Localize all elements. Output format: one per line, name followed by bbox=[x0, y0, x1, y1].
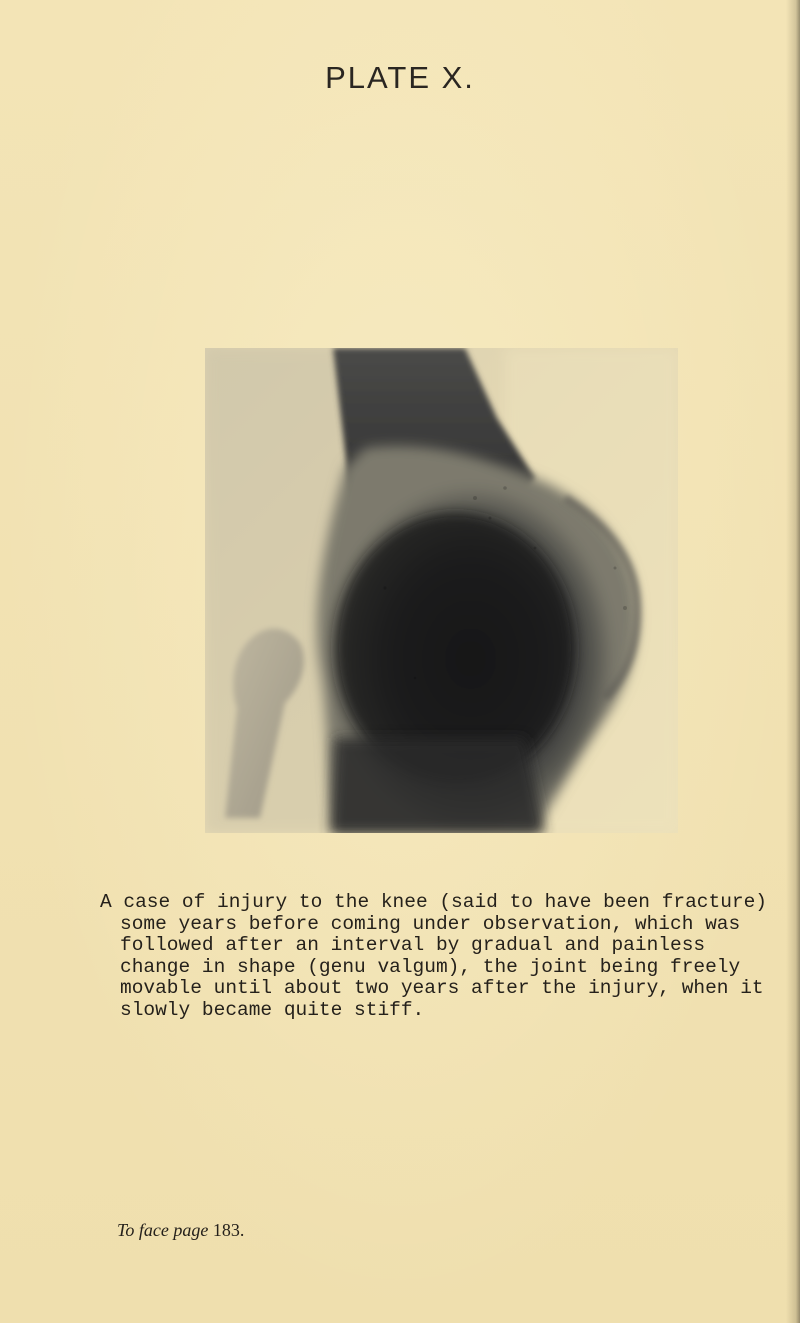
caption-text: A case of injury to the knee (said to have been fracture) some years before coming under observation, which was followed after an interval by gradual and painless change in shape (genu valgum), the joint being freely movable until about two years after the injury, when it slowly became quite stiff. bbox=[100, 891, 768, 1021]
page-edge-shadow bbox=[786, 0, 800, 1323]
page-reference-number: 183. bbox=[212, 1220, 245, 1240]
page-reference-prefix: To face page bbox=[117, 1220, 209, 1240]
knee-xray-image bbox=[205, 348, 678, 833]
page-reference bbox=[117, 1220, 244, 1241]
knee-xray-graphic bbox=[205, 348, 678, 833]
figure-caption bbox=[100, 892, 772, 1021]
plate-title: PLATE X. bbox=[325, 60, 475, 95]
